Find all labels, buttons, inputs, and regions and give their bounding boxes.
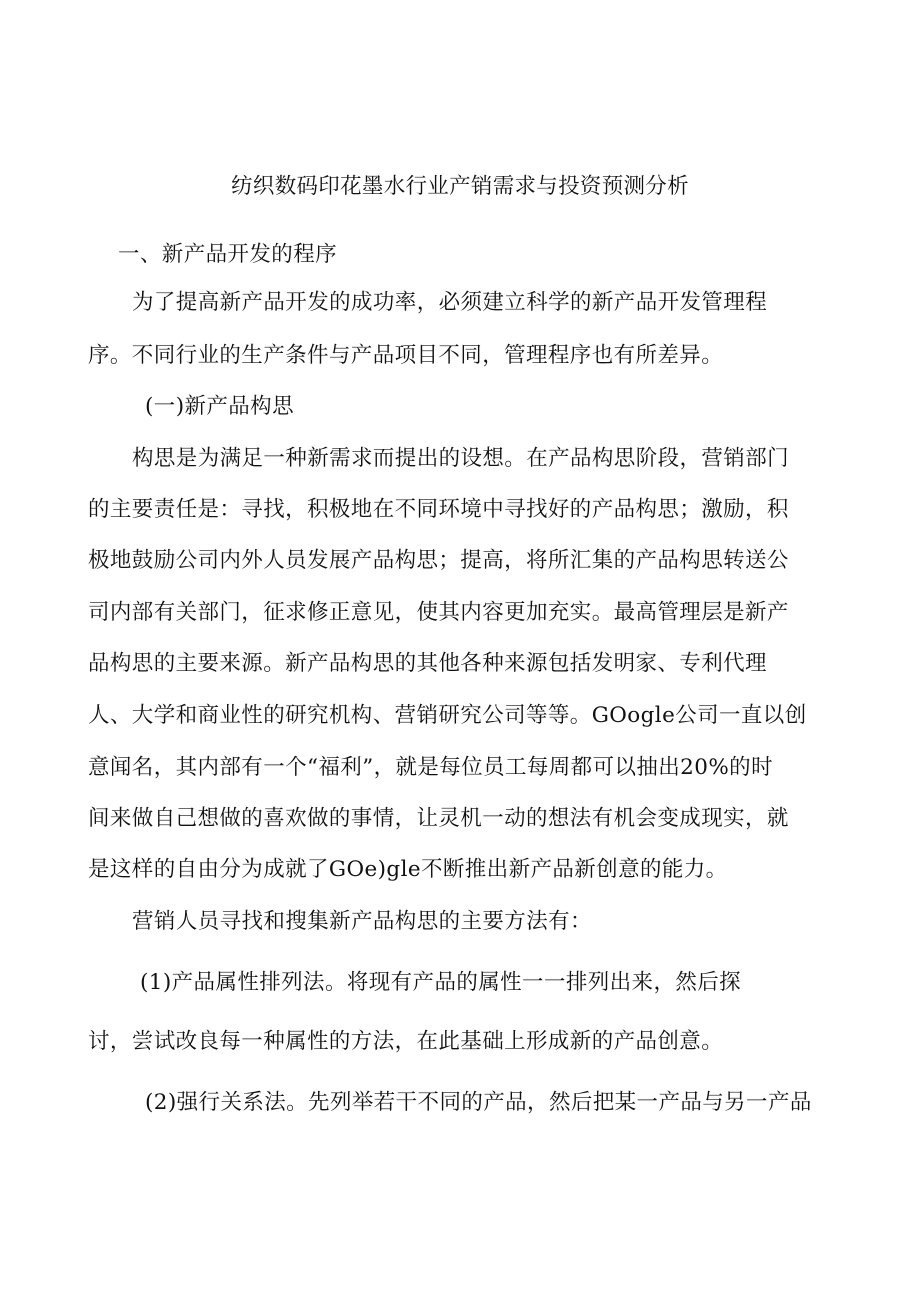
- list-item: (2)强行关系法。先列举若干不同的产品，然后把某一产品与另一产品: [145, 1090, 812, 1115]
- paragraph-line: 意闻名，其内部有一个“福利”，就是每位员工每周都可以抽出20%的时: [88, 755, 773, 780]
- paragraph-line: 人、大学和商业性的研究机构、营销研究公司等等。GOogle公司一直以创: [88, 703, 807, 728]
- paragraph-line: 营销人员寻找和搜集新产品构思的主要方法有：: [132, 909, 592, 934]
- paragraph-line: 构思是为满足一种新需求而提出的设想。在产品构思阶段，营销部门: [132, 446, 790, 471]
- paragraph-line: 极地鼓励公司内外人员发展产品构思；提高，将所汇集的产品构思转送公: [88, 548, 789, 573]
- document-title: 纺织数码印花墨水行业产销需求与投资预测分析: [231, 174, 689, 199]
- paragraph-line: 是这样的自由分为成就了GOe)gle不断推出新产品新创意的能力。: [88, 857, 728, 882]
- subsection-heading: (一)新产品构思: [145, 394, 294, 419]
- paragraph-line: 序。不同行业的生产条件与产品项目不同，管理程序也有所差异。: [88, 343, 724, 368]
- paragraph-line: 为了提高新产品开发的成功率，必须建立科学的新产品开发管理程: [132, 290, 768, 315]
- list-item-continuation: 讨，尝试改良每一种属性的方法，在此基础上形成新的产品创意。: [88, 1029, 724, 1054]
- paragraph-line: 司内部有关部门，征求修正意见，使其内容更加充实。最高管理层是新产: [88, 600, 789, 625]
- paragraph-line: 的主要责任是：寻找，积极地在不同环境中寻找好的产品构思；激励，积: [88, 497, 789, 522]
- paragraph-line: 间来做自己想做的喜欢做的事情，让灵机一动的想法有机会变成现实，就: [88, 806, 789, 831]
- list-item: (1)产品属性排列法。将现有产品的属性一一排列出来，然后探: [140, 970, 742, 995]
- paragraph-line: 品构思的主要来源。新产品构思的其他各种来源包括发明家、专利代理: [88, 651, 767, 676]
- section-heading: 一、新产品开发的程序: [118, 242, 338, 267]
